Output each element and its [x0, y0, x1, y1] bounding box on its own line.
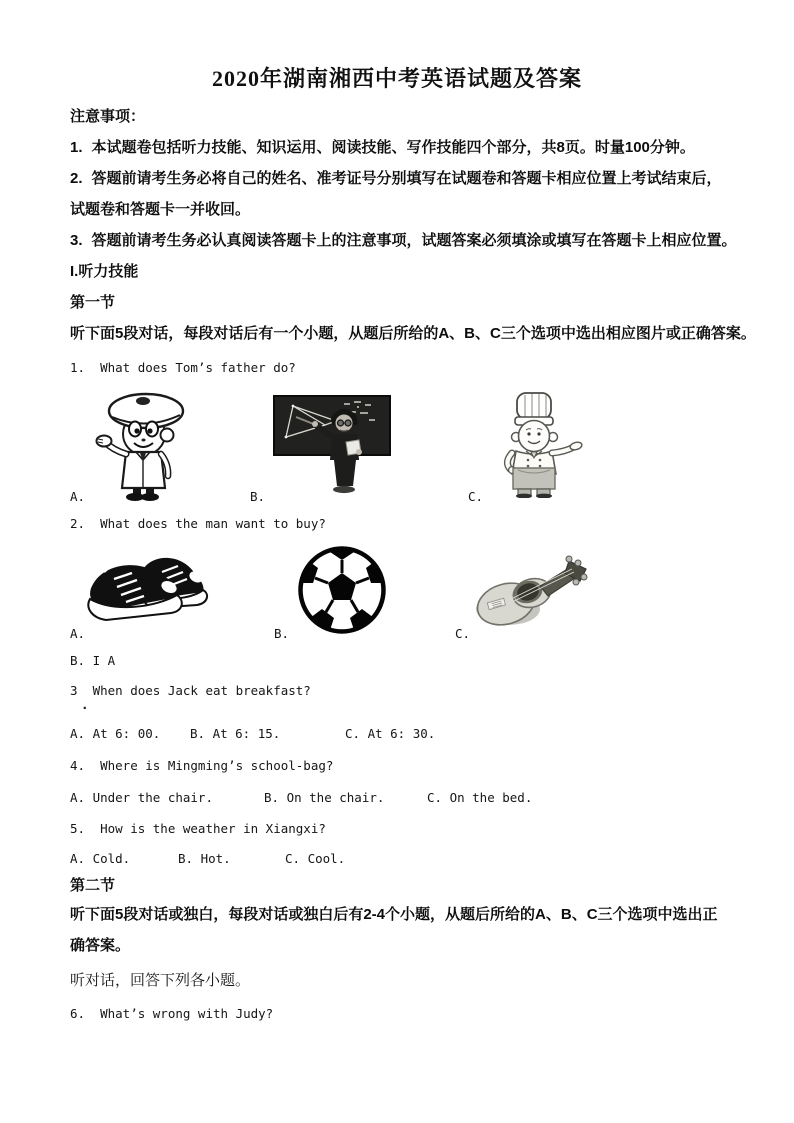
question-3-option-row	[70, 726, 730, 742]
part2-heading: 第二节	[70, 877, 116, 894]
q1-option-a-label: A.	[70, 489, 86, 504]
q3-option-b: B. At 6: 15.	[190, 726, 281, 741]
question-2-text: 2. What does the man want to buy?	[70, 516, 326, 531]
q5-option-c: C. Cool.	[285, 851, 346, 866]
q5-option-a: A. Cold.	[70, 851, 131, 866]
q1-option-b-label: B.	[250, 489, 266, 504]
notice-item-3	[70, 232, 737, 249]
q3-option-c: C. At 6: 30.	[345, 726, 436, 741]
stray-text-line: B. I A	[70, 653, 116, 668]
question-4-option-row	[70, 790, 730, 806]
q4-option-a: A. Under the chair.	[70, 790, 213, 805]
question-2-option-row	[70, 626, 730, 642]
notice-3-text: 答题前请考生务必认真阅读答题卡上的注意事项，试题答案必须填涂或填写在答题卡上相应位置。	[91, 232, 737, 249]
listening-section-heading: I.听力技能	[70, 263, 139, 280]
q3-option-a: A. At 6: 00.	[70, 726, 161, 741]
notice-1-number: 1.	[70, 139, 83, 156]
q4-option-b: B. On the chair.	[264, 790, 385, 805]
q2-option-a-label: A.	[70, 626, 86, 641]
question-5-option-row	[70, 851, 730, 867]
q5-option-b: B. Hot.	[178, 851, 231, 866]
black-sneakers-image	[84, 546, 216, 632]
question-1-option-row	[70, 489, 730, 505]
question-6-text: 6. What’s wrong with Judy?	[70, 1006, 274, 1021]
question-1-text: 1. What does Tom’s father do?	[70, 360, 296, 375]
question-3-text: 3 When does Jack eat breakfast?	[70, 683, 311, 698]
notice-3-number: 3.	[70, 232, 83, 249]
part2-instructions: 听下面5段对话或独白，每段对话或独白后有2-4个小题，从题后所给的A、B、C三个选项中选出正确答案。	[70, 906, 718, 954]
soccer-ball-image	[296, 544, 388, 636]
notice-heading: 注意事项：	[70, 108, 146, 125]
doctor-cartoon-image	[95, 390, 195, 502]
q2-option-b-label: B.	[274, 626, 290, 641]
page-title: 2020年湖南湘西中考英语试题及答案	[211, 66, 582, 91]
question-5-text: 5. How is the weather in Xiangxi?	[70, 821, 326, 836]
teacher-at-blackboard-cartoon-image	[272, 392, 394, 496]
notice-1-text: 本试题卷包括听力技能、知识运用、阅读技能、写作技能四个部分，共8页。时量100分钟。	[91, 139, 695, 156]
question-3-stray-dot: .	[81, 697, 89, 712]
question-4-text: 4. Where is Mingming’s school-bag?	[70, 758, 334, 773]
chef-cartoon-image	[488, 390, 584, 498]
q2-option-c-label: C.	[455, 626, 471, 641]
part1-heading: 第一节	[70, 294, 116, 311]
q1-option-c-label: C.	[468, 489, 484, 504]
notice-2-text: 答题前请考生务必将自己的姓名、准考证号分别填写在试题卷和答题卡相应位置上考试结束后，试题卷和答题卡一并收回。	[70, 170, 722, 218]
part2-sub-instruction: 听对话，回答下列各小题。	[70, 972, 251, 989]
part1-instructions: 听下面5段对话，每段对话后有一个小题，从题后所给的A、B、C三个选项中选出相应图片或正确答案。	[70, 325, 756, 342]
notice-2-number: 2.	[70, 170, 83, 187]
notice-item-1	[70, 139, 695, 156]
guitar-image	[468, 552, 588, 632]
notice-item-2	[70, 163, 726, 225]
q4-option-c: C. On the bed.	[427, 790, 533, 805]
